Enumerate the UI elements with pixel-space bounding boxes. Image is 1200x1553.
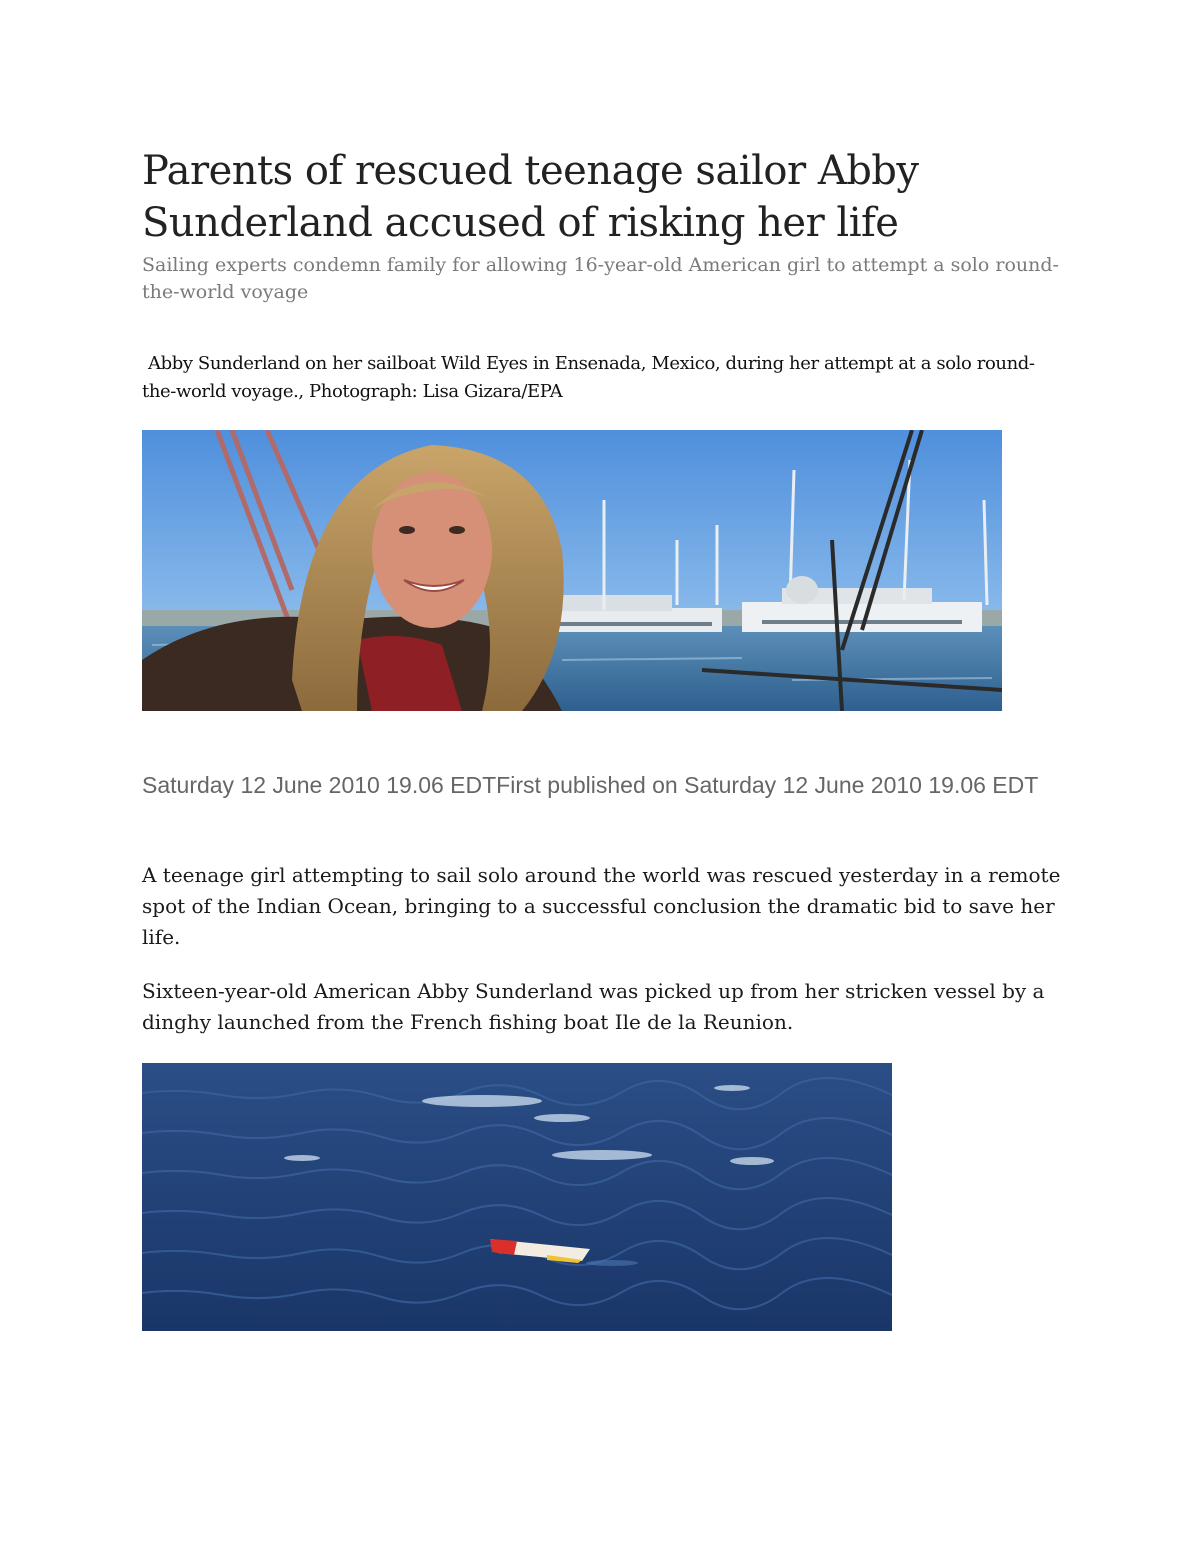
headline-line-1: Parents of rescued teenage sailor Abby xyxy=(142,148,919,194)
aerial-sea-photo xyxy=(142,1063,892,1331)
dateline: Saturday 12 June 2010 19.06 EDTFirst published on Saturday 12 June 2010 19.06 EDT xyxy=(142,772,1039,798)
body-paragraph-1: A teenage girl attempting to sail solo around the world was rescued yesterday in a remote spot of the Indian Ocean, bringing to a successful conclusion the dramatic bid to save her life. xyxy=(142,863,1061,949)
sailor-portrait-photo xyxy=(142,430,1002,711)
headline-line-2: Sunderland accused of risking her life xyxy=(142,200,899,246)
body-paragraph-2: Sixteen-year-old American Abby Sunderland was picked up from her stricken vessel by a dinghy launched from the French fishing boat Ile de la Reunion. xyxy=(142,979,1045,1034)
standfirst: Sailing experts condemn family for allowing 16-year-old American girl to attempt a solo round-the-world voyage xyxy=(142,254,1059,303)
right-eye xyxy=(449,526,465,534)
radar-dome xyxy=(786,576,818,604)
photo-caption: Abby Sunderland on her sailboat Wild Eyes in Ensenada, Mexico, during her attempt at a solo round-the-world voyage., Photograph: Lisa Gizara/EPA xyxy=(142,353,1035,402)
headline xyxy=(142,145,1042,249)
left-eye xyxy=(399,526,415,534)
